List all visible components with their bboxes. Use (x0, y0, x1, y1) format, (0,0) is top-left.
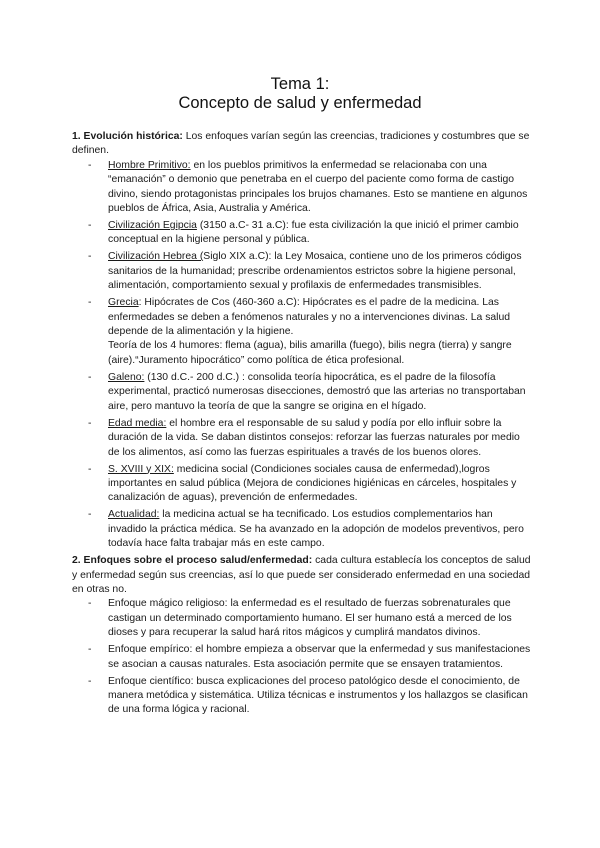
document-title-line1: Tema 1: (270, 75, 330, 93)
document-title-line2: Concepto de salud y enfermedad (178, 94, 422, 112)
list-item-civilizacion-hebrea (72, 250, 534, 293)
list-item-enfoque-magico-religioso (72, 597, 534, 640)
list-item-enfoque-empirico (72, 643, 534, 672)
section-2-intro: cada cultura establecía los conceptos de salud y enfermedad según sus creencias, así lo que puede ser considerado enfermedad en una sociedad en otras no. (72, 555, 531, 595)
item-label: Hombre Primitivo: (108, 159, 191, 171)
section-1-intro: Los enfoques varían según las creencias, tradiciones y costumbres que se definen. (72, 131, 530, 157)
item-text: (3150 a.C- 31 a.C): fue esta civilización la que inició el primer cambio conceptual en la higiene personal y pública. (108, 220, 519, 246)
item-label: Galeno: (108, 371, 145, 383)
list-item-enfoque-cientifico (72, 675, 534, 718)
item-text: : Hipócrates de Cos (460-360 a.C): Hipócrates es el padre de la medicina. Las enfermedades se deben a fenómenos naturales y no a intervenciones divinas. La salud depende de la alimentación y la higiene. (108, 297, 511, 338)
item-text: Enfoque mágico religioso: la enfermedad es el resultado de fuerzas sobrenaturales que castigan un determinado comportamiento humano. El ser humano está a merced de los dioses y para recuperar la salud hará ritos mágicos y cumplirá mandatos divinos. (108, 598, 512, 639)
item-text: medicina social (Condiciones sociales causa de enfermedad),logros importantes en salud pública (Mejora de condiciones higiénicas en cárceles, hospitales y canalización de aguas), prevención de enfermedades. (108, 463, 517, 504)
section-1-heading: 1. Evolución histórica: (72, 131, 183, 142)
list-item-hombre-primitivo (72, 159, 534, 217)
item-extra-text: Teoría de los 4 humores: flema (agua), bilis amarilla (fuego), bilis negra (tierra) y sangre (aire).“Juramento hipocrático” como política de ética profesional. (108, 340, 512, 366)
section-1-paragraph (72, 130, 534, 159)
list-item-galeno (72, 371, 534, 414)
list-item-siglos-xviii-xix (72, 463, 534, 506)
list-item-actualidad (72, 508, 534, 551)
list-item-grecia (72, 296, 534, 368)
item-text: (130 d.C.- 200 d.C.) : consolida teoría hipocrática, es el padre de la filosofía experimental, practicó numerosas disecciones, demostró que las arterias no transportaban aire, pero mantuvo la teoría de que la sangre se origina en el hígado. (108, 371, 526, 412)
section-2-paragraph (72, 554, 534, 597)
item-text: en los pueblos primitivos la enfermedad se relacionaba con una “emanación” o demonio que penetraba en el cuerpo del paciente como forma de castigo divino, siendo protagonistas principales los brujos chamanes. Esto se mantiene en algunos pueblos de África, Asia, Australia y América. (108, 159, 528, 215)
item-text: el hombre era el responsable de su salud y podía por ello influir sobre la duración de la vida. Se daban distintos consejos: reforzar las fuerzas naturales por medio de los alimentos, así como las fuerzas espirituales a través de los buenos olores. (108, 417, 520, 458)
item-text: Siglo XIX a.C): la Ley Mosaica, contiene uno de los primeros códigos sanitarios de la humanidad; prescribe ordenamientos estrictos sobre la higiene personal, alimentación, comportamiento sexual y profilaxis de enfermedades transmisibles. (108, 251, 522, 292)
item-text: Enfoque científico: busca explicaciones del proceso patológico desde el conocimiento, de manera metódica y sistemática. Utiliza técnicas e instrumentos y los hallazgos se clasifican de una forma lógica y racional. (108, 675, 528, 716)
item-label: Edad media: (108, 417, 167, 429)
item-label: Actualidad: (108, 509, 160, 521)
item-label: Civilización Egipcia (108, 220, 197, 232)
item-label: S. XVIII y XIX: (108, 463, 174, 475)
list-item-edad-media (72, 417, 534, 460)
list-item-civilizacion-egipcia (72, 219, 534, 248)
item-label: Grecia (108, 297, 139, 309)
item-label: Civilización Hebrea ( (108, 251, 204, 263)
section-1-list (72, 159, 534, 552)
section-2-list (72, 597, 534, 717)
item-text: Enfoque empírico: el hombre empieza a observar que la enfermedad y sus manifestaciones se asocian a causas naturales. Esta asociación permite que se ensayen tratamientos. (108, 644, 531, 670)
section-2-heading: 2. Enfoques sobre el proceso salud/enfermedad: (72, 555, 313, 567)
document-body (72, 130, 534, 720)
item-text: la medicina actual se ha tecnificado. Los estudios complementarios han invadido la práctica médica. Se ha avanzado en la adopción de modelos preventivos, pero todavía hace falta trabajar más en este campo. (108, 509, 524, 550)
